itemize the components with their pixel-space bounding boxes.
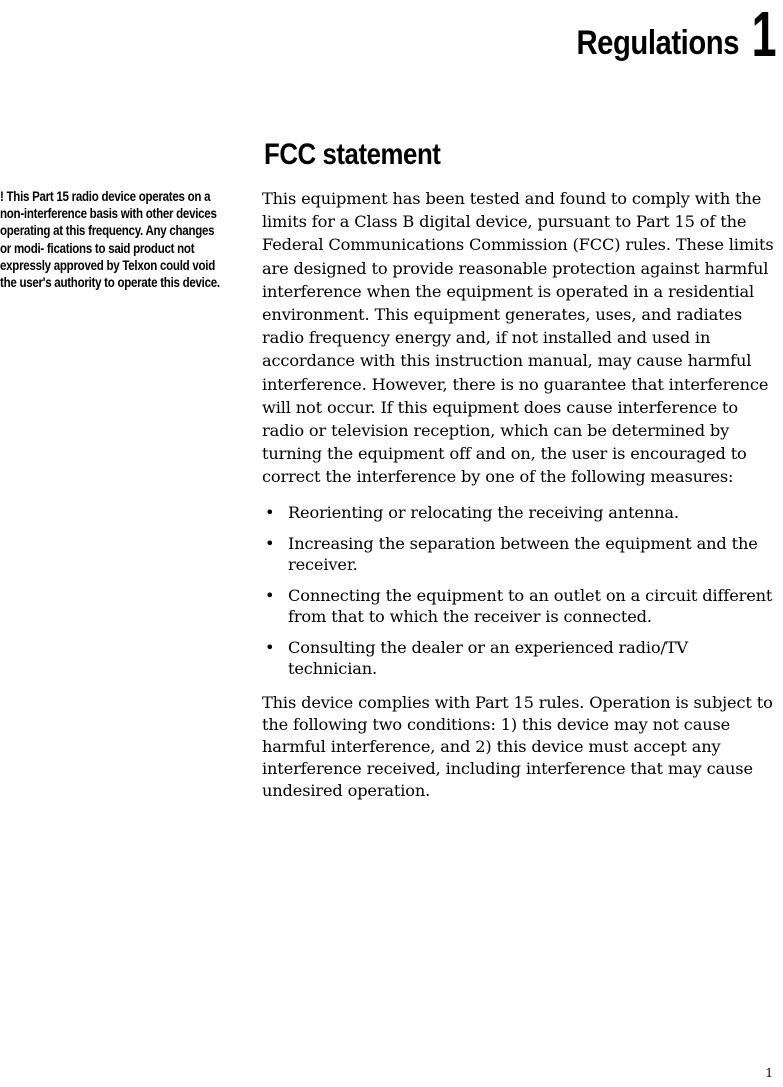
section-heading: FCC statement xyxy=(264,138,441,171)
measure-item-4: • Consulting the dealer or an experienced radio/TV technician. xyxy=(262,638,780,679)
sidebar-warning-note xyxy=(0,188,220,291)
measure-item-2: • Increasing the separation between the equipment and the receiver. xyxy=(262,534,780,575)
chapter-number: 1 xyxy=(752,0,777,70)
section-body xyxy=(262,187,780,802)
intro-paragraph: This equipment has been tested and found to comply with the limits for a Class B digital device, pursuant to Part 15 of the Federal Communications Commission (FCC) rules. These limits are designed to provide reasonable protection against harmful interference when the equipment is operated in a residential environment. This equipment generates, uses, and radiates radio frequency energy and, if not installed and used in accordance with this instruction manual, may cause harmful interference. However, there is no guarantee that interference will not occur. If this equipment does cause interference to radio or television reception, which can be determined by turning the equipment off and on, the user is encouraged to correct the interference by one of the following measures: xyxy=(262,189,774,487)
page-number: 1 xyxy=(765,1066,773,1080)
measure-item-3: • Connecting the equipment to an outlet on a circuit different from that to which the receiver is connected. xyxy=(262,586,780,627)
closing-paragraph: This device complies with Part 15 rules. Operation is subject to the following two conditions: 1) this device may not cause harmful interference, and 2) this device must accept any interference received, including interference that may cause undesired operation. xyxy=(262,693,773,801)
measure-item-1: • Reorienting or relocating the receiving antenna. xyxy=(262,503,780,524)
sidebar-note-text: ! This Part 15 radio device operates on a non-interference basis with other devices operating at this frequency. Any changes or modi- fications to said product not expressly approved by Telxon could void the user's authority to operate this device. xyxy=(0,189,220,291)
chapter-header xyxy=(550,0,777,70)
measures-list xyxy=(262,503,780,680)
chapter-title: Regulations xyxy=(576,24,740,62)
